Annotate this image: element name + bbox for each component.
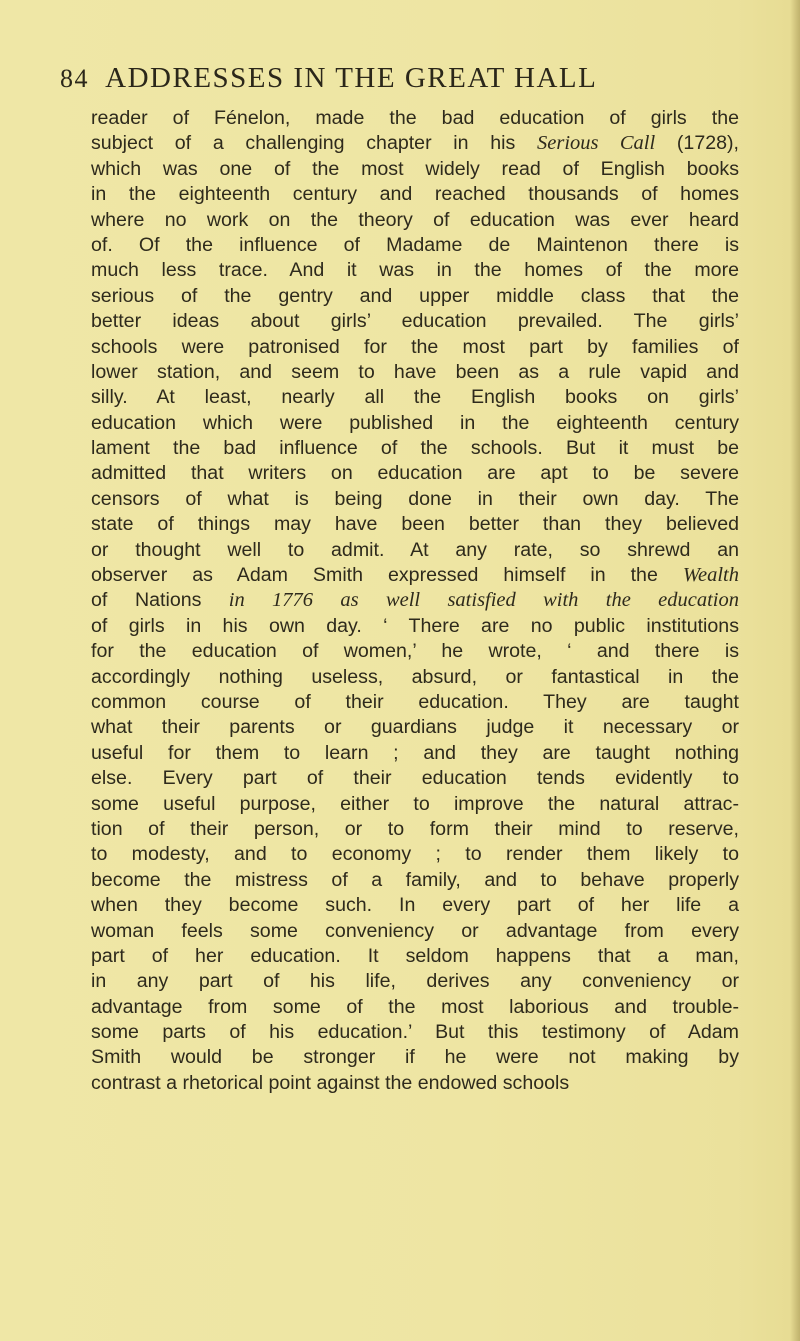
text-line: or thought well to admit. At any rate, so shrewd an (91, 538, 739, 561)
text-line: part of her education. It seldom happens that a man, (91, 944, 739, 967)
text-line: where no work on the theory of education was ever heard (91, 208, 739, 231)
text-line: censors of what is being done in their own day. The (91, 487, 739, 510)
text-line: education which were published in the eighteenth century (91, 411, 739, 434)
italic-title: Serious Call (537, 132, 656, 155)
text-line: accordingly nothing useless, absurd, or fantastical in the (91, 665, 739, 688)
text-line: lament the bad influence of the schools. But it must be (91, 437, 739, 460)
text-line: some useful purpose, either to improve the natural attrac- (91, 792, 739, 815)
text-line: else. Every part of their education tends evidently to (91, 767, 739, 790)
text-line: useful for them to learn ; and they are taught nothing (91, 741, 739, 764)
text-line: some parts of his education.’ But this testimony of Adam (91, 1021, 739, 1044)
text-line: in the eighteenth century and reached thousands of homes (91, 183, 739, 206)
text-line: admitted that writers on education are apt to be severe (91, 462, 739, 485)
text-line: schools were patronised for the most part by families of (91, 335, 739, 358)
text-line: tion of their person, or to form their mind to reserve, (91, 817, 739, 840)
page-number: 84 (60, 64, 89, 93)
text-line: Smith would be stronger if he were not making by (91, 1046, 739, 1069)
text-line: silly. At least, nearly all the English books on girls’ (91, 386, 739, 409)
text-line: observer as Adam Smith expressed himself in the Wealth (91, 564, 739, 587)
text-line: subject of a challenging chapter in his Serious Call (1728), (91, 132, 739, 155)
body-text (91, 106, 739, 1096)
text-line: much less trace. And it was in the homes of the more (91, 259, 739, 282)
text-line: become the mistress of a family, and to behave properly (91, 868, 739, 891)
text-line: contrast a rhetorical point against the endowed schools (91, 1071, 570, 1094)
text-line: of girls in his own day. ‘ There are no public institutions (91, 614, 739, 637)
text-line: in any part of his life, derives any conveniency or (91, 970, 739, 993)
page-edge-shadow (790, 0, 800, 1341)
text-line: to modesty, and to economy ; to render them likely to (91, 843, 739, 866)
running-title: ADDRESSES IN THE GREAT HALL (105, 62, 598, 94)
text-line: of Nations in 1776 as well satisfied with the education (91, 589, 739, 612)
text-line: better ideas about girls’ education prevailed. The girls’ (91, 310, 739, 333)
italic-title: Wealth (682, 564, 739, 587)
text-line: when they become such. In every part of her life a (91, 894, 739, 917)
running-head (60, 62, 750, 102)
text-line: of. Of the influence of Madame de Maintenon there is (91, 233, 739, 256)
italic-title: in 1776 as well satisfied with the education (201, 589, 739, 612)
text-line: what their parents or guardians judge it necessary or (91, 716, 739, 739)
text-line: common course of their education. They are taught (91, 690, 739, 713)
text-line: state of things may have been better than they believed (91, 513, 739, 536)
text-line: reader of Fénelon, made the bad education of girls the (91, 107, 739, 129)
text-line: which was one of the most widely read of English books (91, 157, 739, 180)
text-line: lower station, and seem to have been as a rule vapid and (91, 360, 739, 383)
text-line: for the education of women,’ he wrote, ‘ and there is (91, 640, 739, 663)
text-line: serious of the gentry and upper middle class that the (91, 284, 739, 307)
text-line: advantage from some of the most laborious and trouble- (91, 995, 739, 1018)
text-line: woman feels some conveniency or advantage from every (91, 919, 739, 942)
